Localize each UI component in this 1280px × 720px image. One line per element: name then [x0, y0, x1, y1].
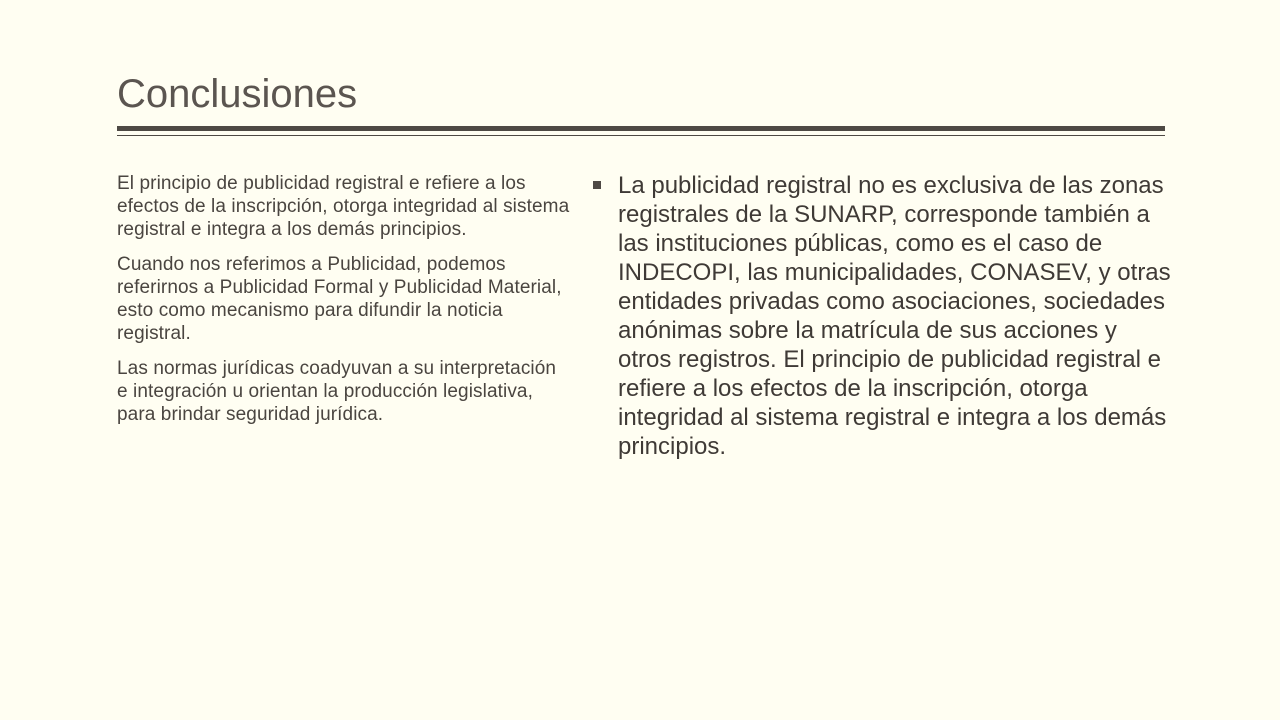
square-bullet-icon	[593, 181, 601, 189]
left-paragraph: Cuando nos referimos a Publicidad, podemos referirnos a Publicidad Formal y Publicidad Material, esto como mecanismo para difundir la noticia registral.	[117, 254, 562, 344]
left-paragraph: Las normas jurídicas coadyuvan a su interpretación e integración u orientan la producción legislativa, para brindar seguridad jurídica.	[117, 358, 557, 425]
bullet-item	[593, 171, 1173, 461]
left-text-column	[117, 172, 572, 438]
right-bullet-column	[593, 171, 1173, 461]
title-divider-thin	[117, 135, 1165, 136]
bullet-text: La publicidad registral no es exclusiva de las zonas registrales de la SUNARP, corresponde también a las instituciones públicas, como es el caso de INDECOPI, las municipalidades, CONASEV, y otras entidades privadas como asociaciones, sociedades anónimas sobre la matrícula de sus acciones y otros registros. El principio de publicidad registral e refiere a los efectos de la inscripción, otorga integridad al sistema registral e integra a los demás principios.	[618, 172, 1171, 460]
slide-title: Conclusiones	[117, 72, 358, 116]
left-paragraph: El principio de publicidad registral e refiere a los efectos de la inscripción, otorga integridad al sistema registral e integra a los demás principios.	[117, 173, 570, 240]
title-divider-thick	[117, 126, 1165, 131]
